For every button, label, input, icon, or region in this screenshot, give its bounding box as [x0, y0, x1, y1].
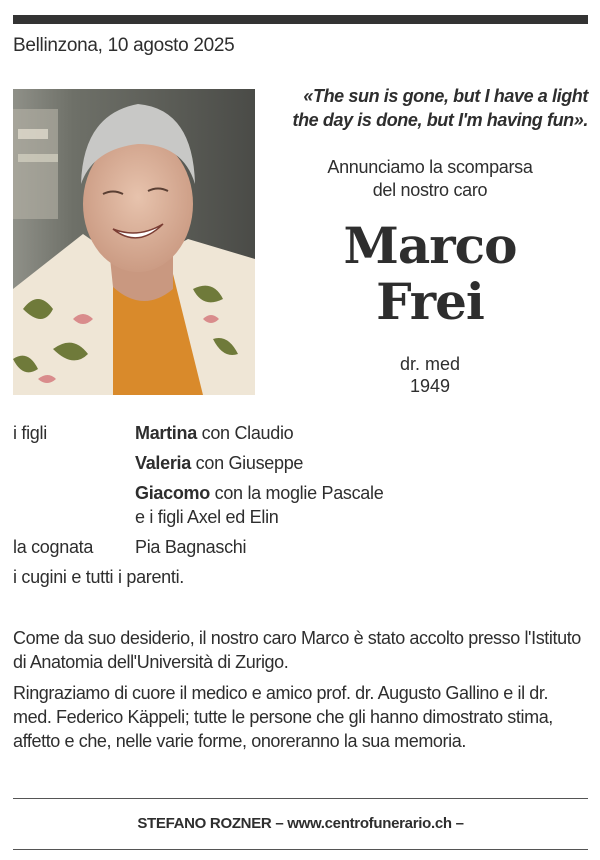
family-list	[13, 421, 573, 589]
child-detail: con Giuseppe	[190, 453, 304, 473]
footer-rule-bottom	[13, 849, 588, 850]
child-detail: con la moglie Pascale	[209, 483, 384, 503]
last-name: Frei	[376, 272, 484, 331]
academic-title: dr. med	[399, 354, 461, 374]
deceased-name	[300, 218, 560, 330]
children-row	[13, 421, 573, 529]
body-text	[13, 626, 588, 760]
funeral-home-footer: STEFANO ROZNER – www.centrofunerario.ch –	[137, 815, 464, 832]
child-name: Martina	[135, 423, 197, 443]
body-paragraph-1: Come da suo desiderio, il nostro caro Marco è stato accolto presso l'Istituto di Anatomia dell'Università di Zurigo.	[13, 628, 581, 672]
relation-label: la cognata	[13, 537, 94, 557]
deceased-details	[330, 353, 530, 397]
sister-in-law-name: Pia Bagnaschi	[135, 537, 247, 557]
other-relatives: i cugini e tutti i parenti.	[13, 567, 184, 587]
child-name: Giacomo	[135, 483, 210, 503]
child-entry	[135, 451, 573, 475]
portrait-photo	[13, 89, 255, 395]
sister-in-law-row	[13, 535, 573, 559]
birth-year: 1949	[409, 376, 451, 396]
body-paragraph-2: Ringraziamo di cuore il medico e amico prof. dr. Augusto Gallino e il dr. med. Federico Käppeli; tutte le persone che gli hanno dimostrato stima, affetto e che, nelle varie forme, onoreranno la sua memoria.	[13, 683, 553, 751]
top-rule-bar	[13, 15, 588, 24]
children-members	[135, 421, 573, 529]
quote-line-1: «The sun is gone, but I have a light	[303, 86, 588, 106]
child-detail-2: e i figli Axel ed Elin	[135, 507, 279, 527]
quote-line-2: the day is done, but I'm having fun».	[292, 110, 588, 130]
announcement-line-2: del nostro caro	[372, 180, 488, 200]
child-detail: con Claudio	[196, 423, 294, 443]
relation-label: i figli	[13, 423, 47, 443]
announcement	[300, 156, 560, 202]
footer-rule-top	[13, 798, 588, 799]
first-name: Marco	[343, 216, 517, 275]
child-entry	[135, 481, 573, 529]
quote	[270, 84, 588, 132]
dateline: Bellinzona, 10 agosto 2025	[13, 35, 235, 56]
child-name: Valeria	[135, 453, 191, 473]
announcement-line-1: Annunciamo la scomparsa	[327, 157, 533, 177]
child-entry	[135, 421, 573, 445]
